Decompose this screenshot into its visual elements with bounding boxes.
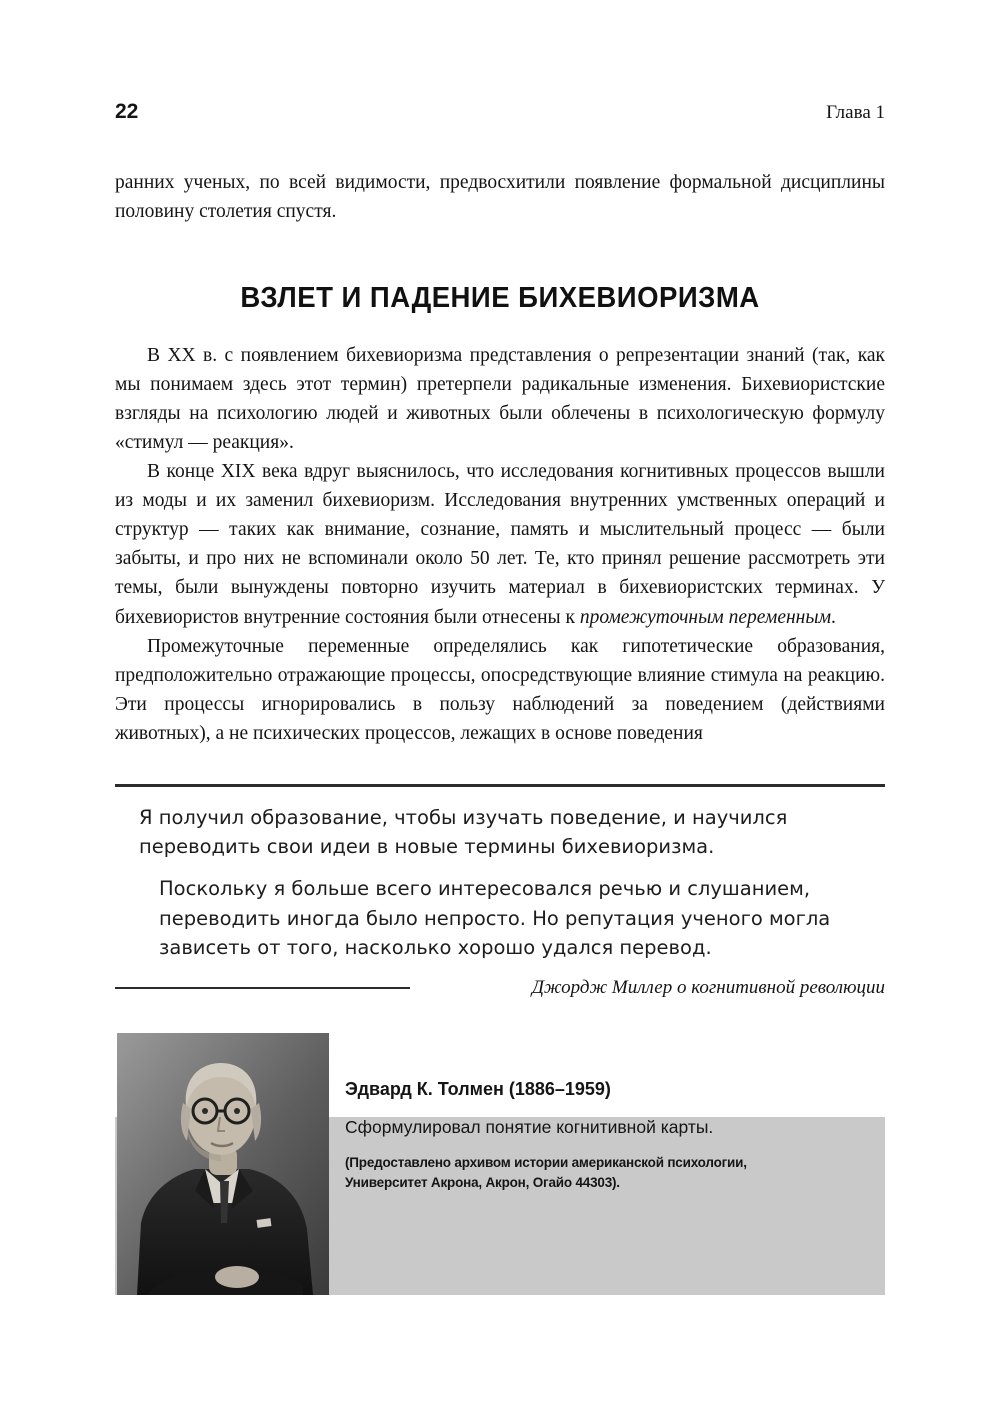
page-number: 22 bbox=[115, 100, 139, 123]
figure-caption bbox=[345, 1079, 885, 1194]
figure-description: Сформулировал понятие когнитивной карты. bbox=[345, 1117, 714, 1137]
figure-credit-line2: Университет Акрона, Акрон, Огайо 44303). bbox=[345, 1175, 620, 1191]
paragraph-continued: ранних ученых, по всей видимости, предвосхитили появление формальной дисциплины половину столетия спустя. bbox=[115, 172, 885, 223]
quote-attribution: Джордж Миллер о когнитивной революции bbox=[531, 977, 885, 998]
paragraph-1: В XX в. с появлением бихевиоризма представления о репрезентации знаний (так, как мы понимаем здесь этот термин) претерпели радикальные изменения. Бихевиористские взгляды на психологию людей и животных были облечены в психологическую формулу «стимул — реакция». bbox=[115, 345, 885, 454]
paragraph-3: Промежуточные переменные определялись как гипотетические образования, предположительно отражающие процессы, опосредствующие влияние стимула на реакцию. Эти процессы игнорировались в пользу наблюдений за поведением (действиями животных), а не психических процессов, лежащих в основе поведения bbox=[115, 635, 885, 744]
paragraph-2-text: В конце XIX века вдруг выяснилось, что исследования когнитивных процессов вышли из моды и их заменил бихевиоризм. Исследования внутренних умственных операций и структур — таких как внимание, сознание, память и мыслительный процесс — были забыты, и про них не вспоминали около 50 лет. Те, кто принял решение рассмотреть эти темы, были вынуждены повторно изучить материал в бихевиористских терминах. У бихевиористов внутренние состояния были отнесены к bbox=[115, 461, 885, 628]
paragraph-2-tail: . bbox=[831, 606, 836, 628]
chapter-label: Глава 1 bbox=[826, 102, 885, 123]
figure-credit-line1: (Предоставлено архивом истории американской психологии, bbox=[345, 1155, 747, 1170]
page-header bbox=[115, 0, 885, 124]
quote-paragraph-2: Поскольку я больше всего интересовался речью и слушанием, переводить иногда было непросто. Но репутация ученого могла зависеть от того, насколько хорошо удался перевод. bbox=[159, 877, 831, 959]
section-heading: ВЗЛЕТ И ПАДЕНИЕ БИХЕВИОРИЗМА bbox=[240, 282, 760, 315]
tolman-figure bbox=[115, 1033, 885, 1295]
quote-paragraph-1: Я получил образование, чтобы изучать поведение, и научился переводить свои идеи в новые термины бихевиоризма. bbox=[139, 805, 788, 858]
paragraph-2 bbox=[115, 457, 885, 631]
figure-name: Эдвард К. Толмен (1886–1959) bbox=[345, 1079, 611, 1099]
figure-credit bbox=[345, 1153, 885, 1194]
quote-attribution-row bbox=[115, 977, 885, 999]
paragraph-2-italic-term: промежуточным переменным bbox=[579, 606, 832, 628]
quote-bottom-rule bbox=[115, 987, 410, 989]
quote-top-rule bbox=[115, 784, 885, 787]
quote-block bbox=[115, 784, 885, 999]
tolman-portrait-photo bbox=[117, 1033, 329, 1295]
